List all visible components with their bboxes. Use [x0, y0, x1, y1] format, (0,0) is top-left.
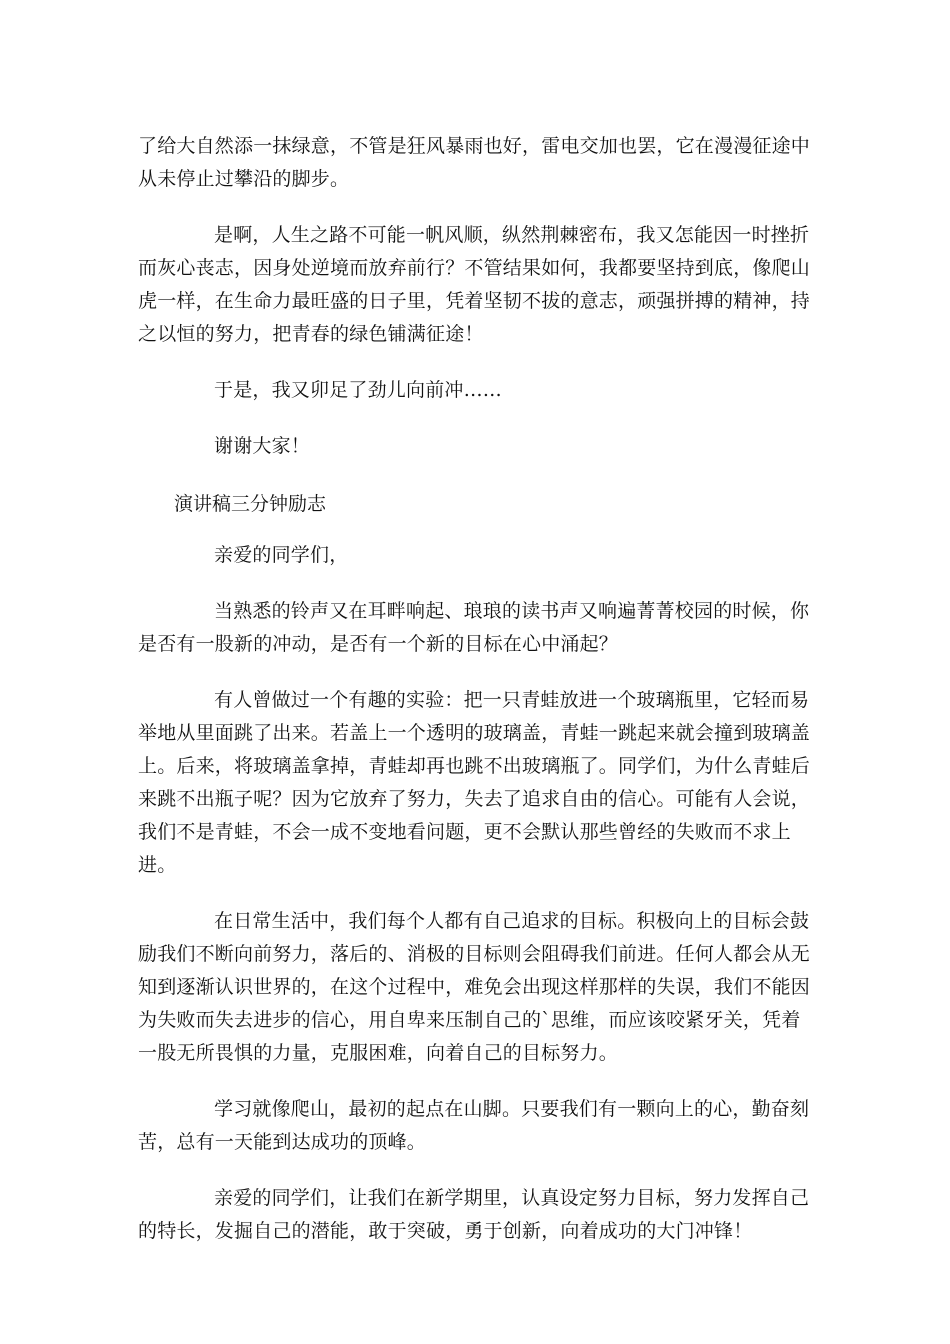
paragraph: 了给大自然添一抹绿意，不管是狂风暴雨也好，雷电交加也罢，它在漫漫征途中从未停止过攀沿的脚步。 [138, 135, 811, 190]
paragraph: 亲爱的同学们，让我们在新学期里，认真设定努力目标，努力发挥自己的特长，发掘自己的潜能，敢于突破，勇于创新，向着成功的大门冲锋！ [138, 1187, 810, 1242]
paragraph: 亲爱的同学们， [214, 544, 349, 566]
paragraph: 当熟悉的铃声又在耳畔响起、琅琅的读书声又响遍菁菁校园的时候，你是否有一股新的冲动，是否有一个新的目标在心中涌起？ [138, 600, 810, 655]
paragraph: 有人曾做过一个有趣的实验：把一只青蛙放进一个玻璃瓶里，它轻而易举地从里面跳了出来。若盖上一个透明的玻璃盖，青蛙一跳起来就会撞到玻璃盖上。后来，将玻璃盖拿掉，青蛙却再也跳不出玻璃瓶了。同学们，为什么青蛙后来跳不出瓶子呢？因为它放弃了努力，失去了追求自由的信心。可能有人会说，我们不是青蛙，不会一成不变地看问题，更不会默认那些曾经的失败而不求上进。 [138, 689, 811, 876]
paragraph: 在日常生活中，我们每个人都有自己追求的目标。积极向上的目标会鼓励我们不断向前努力，落后的、消极的目标则会阻碍我们前进。任何人都会从无知到逐渐认识世界的，在这个过程中，难免会出现这样那样的失误，我们不能因为失败而失去进步的信心，用自卑来压制自己的`思维，而应该咬紧牙关，凭着一股无所畏惧的力量，克服困难，向着自己的目标努力。 [138, 910, 811, 1064]
document-body-top [138, 130, 818, 463]
paragraph: 于是，我又卯足了劲儿向前冲…… [214, 379, 503, 401]
paragraph: 谢谢大家！ [214, 435, 311, 457]
section-title: 演讲稿三分钟励志 [174, 493, 327, 515]
document-body-bottom [138, 539, 818, 1248]
paragraph: 是啊，人生之路不可能一帆风顺，纵然荆棘密布，我又怎能因一时挫折而灰心丧志，因身处逆境而放弃前行？不管结果如何，我都要坚持到底，像爬山虎一样，在生命力最旺盛的日子里，凭着坚韧不拔的意志，顽强拼搏的精神，持之以恒的努力，把青春的绿色铺满征途！ [138, 224, 811, 345]
paragraph: 学习就像爬山，最初的起点在山脚。只要我们有一颗向上的心，勤奋刻苦，总有一天能到达成功的顶峰。 [138, 1098, 810, 1153]
